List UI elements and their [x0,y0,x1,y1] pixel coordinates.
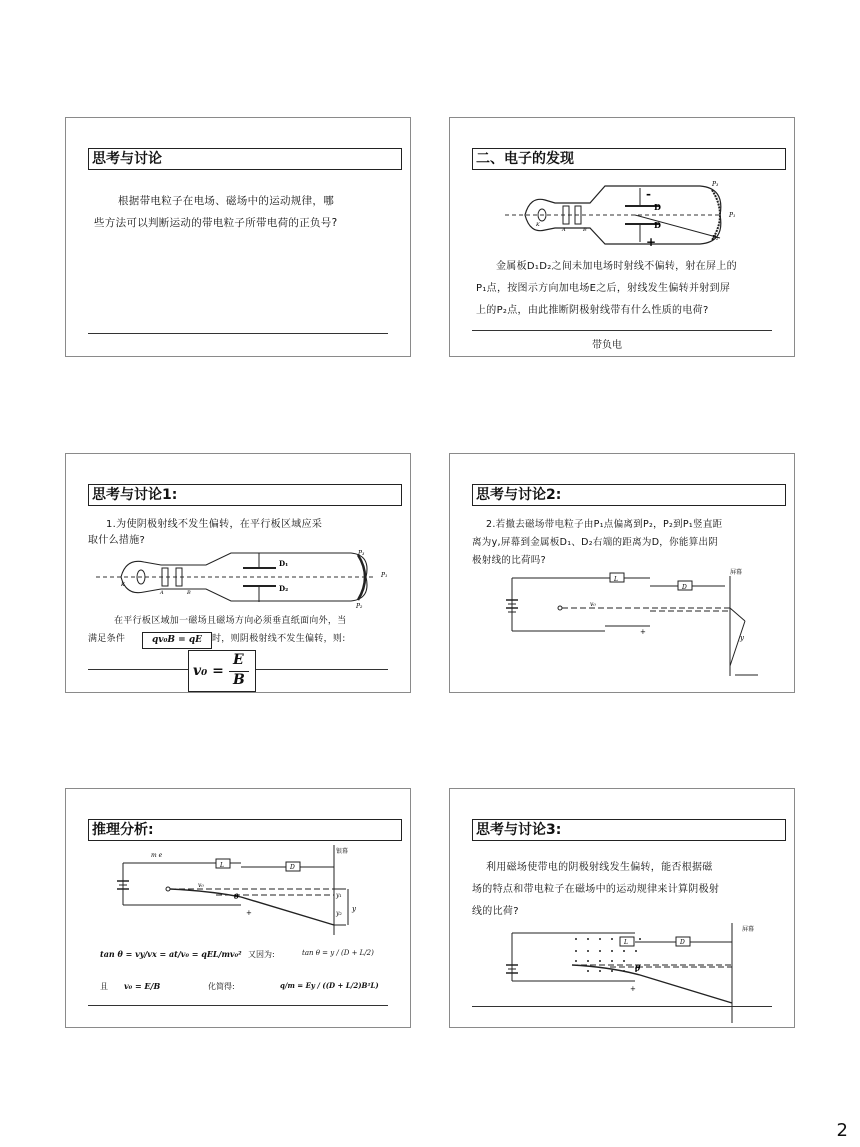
slide-5-eq2-result: q/m = Ey / ((D + L/2)B²L) [280,981,379,990]
slide-4-body-line-1: 2.若撤去磁场带电粒子由P₁点偏离到P₂，P₂到P₁竖直距 [486,519,723,530]
label-me: m e [151,852,163,859]
slide-4-title: 思考与讨论2: [472,484,786,506]
slide-6-bottom-line [472,1006,772,1007]
label-p3: P₃ [358,550,365,557]
slide-1-body-line-1: 根据带电粒子在电场、磁场中的运动规律，哪 [118,195,334,207]
slide-6-title: 思考与讨论3: [472,819,786,841]
slide-2-answer: 带负电 [592,340,622,351]
slide-5-bottom-line [88,1005,388,1006]
slide-3-answer-line-2-post: 时，则阴极射线不发生偏转，则: [212,634,346,644]
slide-3-condition-box [142,632,212,649]
label-v0: v₀ [198,882,204,889]
label-plus: + [246,909,252,917]
slide-3-question-line-2: 取什么措施? [88,535,146,546]
label-y2: y₂ [336,910,342,917]
slide-1-title: 思考与讨论 [88,148,402,170]
slide-3-formula-den: B [233,672,245,688]
magnetic-deflection-diagram [450,923,796,1023]
label-plus: + [630,985,636,993]
label-d2: D₂ [279,584,289,593]
slide-3-title: 思考与讨论1: [88,484,402,506]
slide-1-bottom-line [88,333,388,334]
slide-3 [65,453,411,693]
label-p1: P₁ [381,572,388,579]
slide-2-body-line-3: 上的P₂点，由此推断阴极射线带有什么性质的电荷? [476,305,709,316]
slide-5-eq1: tan θ = vy/vx = at/v₀ = qEL/mv₀² [100,949,242,959]
slide-3-formula-lhs: v₀ = [193,663,224,679]
label-screen: 屏幕 [730,569,743,576]
label-theta: θ [635,963,641,973]
slide-6-body-line-1: 利用磁场使带电的阴极射线发生偏转，能否根据磁 [486,862,713,873]
slide-2-bottom-line [472,330,772,331]
slide-6-body-line-3: 线的比荷? [472,906,519,917]
label-a: A [160,590,164,596]
label-theta: θ [234,892,239,901]
label-d: D [682,584,687,591]
slide-4 [449,453,795,693]
slide-3-formula-box [188,650,256,692]
slide-2-body-line-1: 金属板D₁D₂之间未加电场时射线不偏转，射在屏上的 [496,261,737,272]
cathode-ray-tube-diagram [450,178,796,258]
cathode-ray-tube-diagram [66,550,412,608]
slide-1-body-line-2: 些方法可以判断运动的带电粒子所带电荷的正负号? [94,217,338,229]
label-b: B [187,590,191,596]
label-plus: + [646,235,657,249]
slide-2-title: 二、电子的发现 [472,148,786,170]
label-d1: D₁ [279,559,289,568]
slide-5-eq2-simp: 化简得: [208,982,235,991]
slide-2-body-line-2: P₁点，按图示方向加电场E之后，射线发生偏转并射到屏 [476,283,731,294]
slide-5-eq2: v₀ = E/B [124,981,161,991]
label-p1: P₁ [729,212,736,219]
label-l: L [624,939,628,946]
label-p2: P₂ [356,603,363,608]
deflection-diagram [450,566,796,676]
slide-6-body-line-2: 场的特点和带电粒子在磁场中的运动规律来计算阴极射 [472,884,720,895]
label-a: A [562,227,566,233]
label-d: D [290,864,295,871]
label-v0: v₀ [590,601,596,608]
slide-3-formula-num: E [233,652,244,668]
slide-4-body-line-3: 极射线的比荷吗? [472,555,546,566]
label-y1: y₁ [336,892,342,899]
slide-3-answer-line-2-pre: 满足条件 [88,634,126,644]
slide-1 [65,117,411,357]
slide-4-body-line-2: 离为y,屏幕到金属板D₁、D₂右端的距离为D，你能算出阴 [472,537,719,548]
label-k: K [121,582,125,588]
label-k: K [536,222,540,228]
label-y: y [352,905,356,913]
deflection-analysis-diagram [66,845,412,940]
slide-3-question-line-1: 1.为使阴极射线不发生偏转，在平行板区域应采 [106,519,323,530]
label-screen: 屏幕 [742,926,755,933]
slide-5-title: 推理分析: [88,819,402,841]
slide-5 [65,788,411,1028]
label-plus: + [640,628,646,636]
slide-3-answer-line-1: 在平行板区域加一磁场且磁场方向必须垂直纸面向外，当 [114,616,347,626]
label-screen: 银幕 [336,848,349,855]
label-p3: P₃ [712,181,719,188]
label-y: y [740,634,744,642]
slide-3-condition: qv₀B = qE [151,635,203,645]
slide-2 [449,117,795,357]
label-d: D [680,939,685,946]
label-l: L [614,576,618,583]
label-p2: P₂ [712,235,719,242]
label-l: L [220,862,224,869]
label-minus: - [646,187,651,201]
label-d-bottom: D [654,220,661,230]
slide-5-eq2-pre: 且 [100,982,108,991]
page-number: 2 [836,1120,848,1141]
slide-5-eq1-also: 又因为: [248,950,275,959]
slide-6 [449,788,795,1028]
label-d-top: D [654,202,661,212]
label-b: B [583,227,587,233]
slide-5-eq1-tan: tan θ = y / (D + L/2) [302,949,374,957]
